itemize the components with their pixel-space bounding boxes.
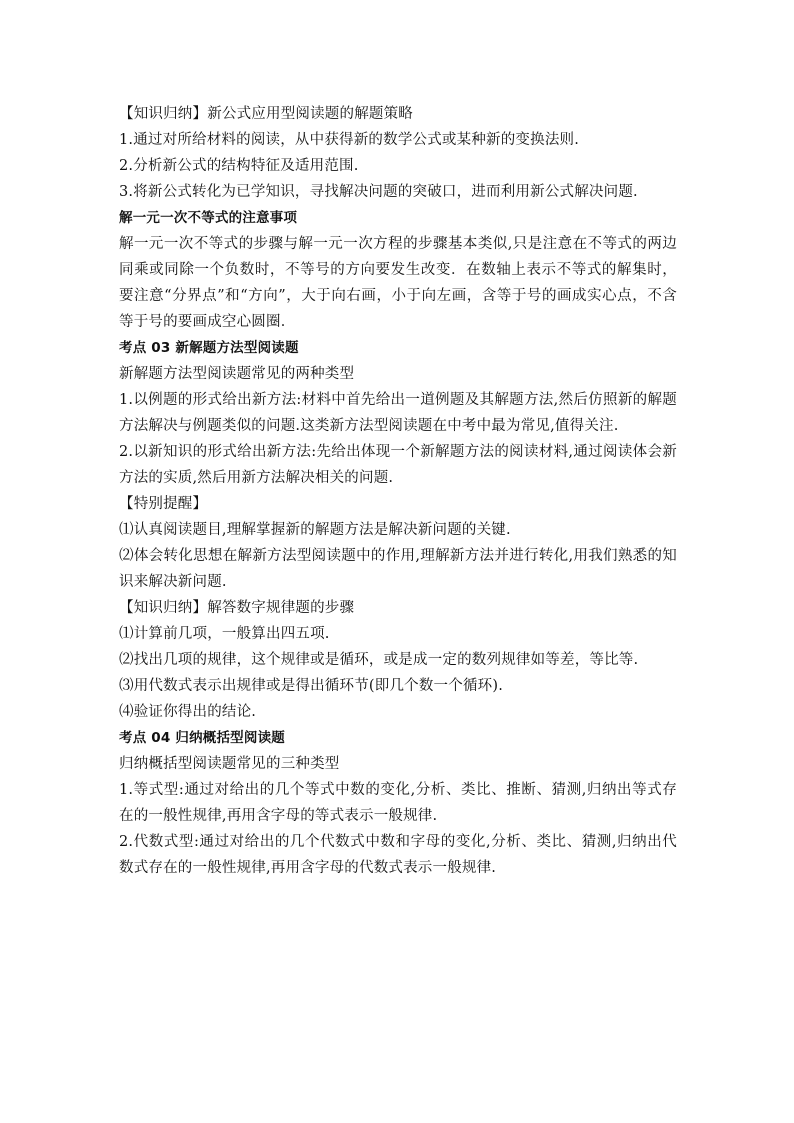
kaodian-03-item-2: 2.以新知识的形式给出新方法:先给出体现一个新解题方法的阅读材料,通过阅读体会新方法的实质,然后用新方法解决相关的问题. [119,444,677,486]
section-heading-number-pattern-steps: 【知识归纳】解答数字规律题的步骤 [119,600,355,616]
document-body [119,101,677,881]
kaodian-03-item-1: 1.以例题的形式给出新方法:材料中首先给出一道例题及其解题方法,然后仿照新的解题方法解决与例题类似的问题.这类新方法型阅读题在中考中最为常见,值得关注. [119,392,677,434]
section-heading-inequality-notes: 解一元一次不等式的注意事项 [119,210,298,226]
reminder-item-2: ⑵体会转化思想在解新方法型阅读题中的作用,理解新方法并进行转化,用我们熟悉的知识来解决新问题. [119,548,677,590]
section-heading-special-reminder: 【特别提醒】 [119,496,208,512]
inequality-notes-paragraph: 解一元一次不等式的步骤与解一元一次方程的步骤基本类似,只是注意在不等式的两边同乘或同除一个负数时，不等号的方向要发生改变．在数轴上表示不等式的解集时，要注意“分界点”和“方向”，大于向右画，小于向左画，含等于号的画成实心点，不含等于号的要画成空心圆圈． [119,236,677,330]
strategy-item-1: 1.通过对所给材料的阅读，从中获得新的数学公式或某种新的变换法则. [119,132,580,148]
section-heading-kaodian-04: 考点 04 归纳概括型阅读题 [119,730,285,746]
kaodian-04-item-1: 1.等式型:通过对给出的几个等式中数的变化,分析、类比、推断、猜测,归纳出等式存在的一般性规律,再用含字母的等式表示一般规律. [119,782,677,824]
kaodian-03-intro: 新解题方法型阅读题常见的两种类型 [119,366,355,382]
kaodian-04-item-2: 2.代数式型:通过对给出的几个代数式中数和字母的变化,分析、类比、猜测,归纳出代数式存在的一般性规律,再用含字母的代数式表示一般规律. [119,834,677,876]
reminder-item-1: ⑴认真阅读题目,理解掌握新的解题方法是解决新问题的关键. [119,522,511,538]
kaodian-04-intro: 归纳概括型阅读题常见的三种类型 [119,756,340,772]
strategy-item-3: 3.将新公式转化为已学知识，寻找解决问题的突破口，进而利用新公式解决问题. [119,184,638,200]
pattern-step-4: ⑷验证你得出的结论. [119,704,257,720]
strategy-item-2: 2.分析新公式的结构特征及适用范围. [119,158,359,174]
pattern-step-1: ⑴计算前几项，一般算出四五项. [119,626,330,642]
section-heading-formula-strategy: 【知识归纳】新公式应用型阅读题的解题策略 [119,106,413,122]
section-heading-kaodian-03: 考点 03 新解题方法型阅读题 [119,340,299,356]
pattern-step-3: ⑶用代数式表示出规律或是得出循环节(即几个数一个循环). [119,678,504,694]
pattern-step-2: ⑵找出几项的规律，这个规律或是循环，或是成一定的数列规律如等差，等比等. [119,652,639,668]
